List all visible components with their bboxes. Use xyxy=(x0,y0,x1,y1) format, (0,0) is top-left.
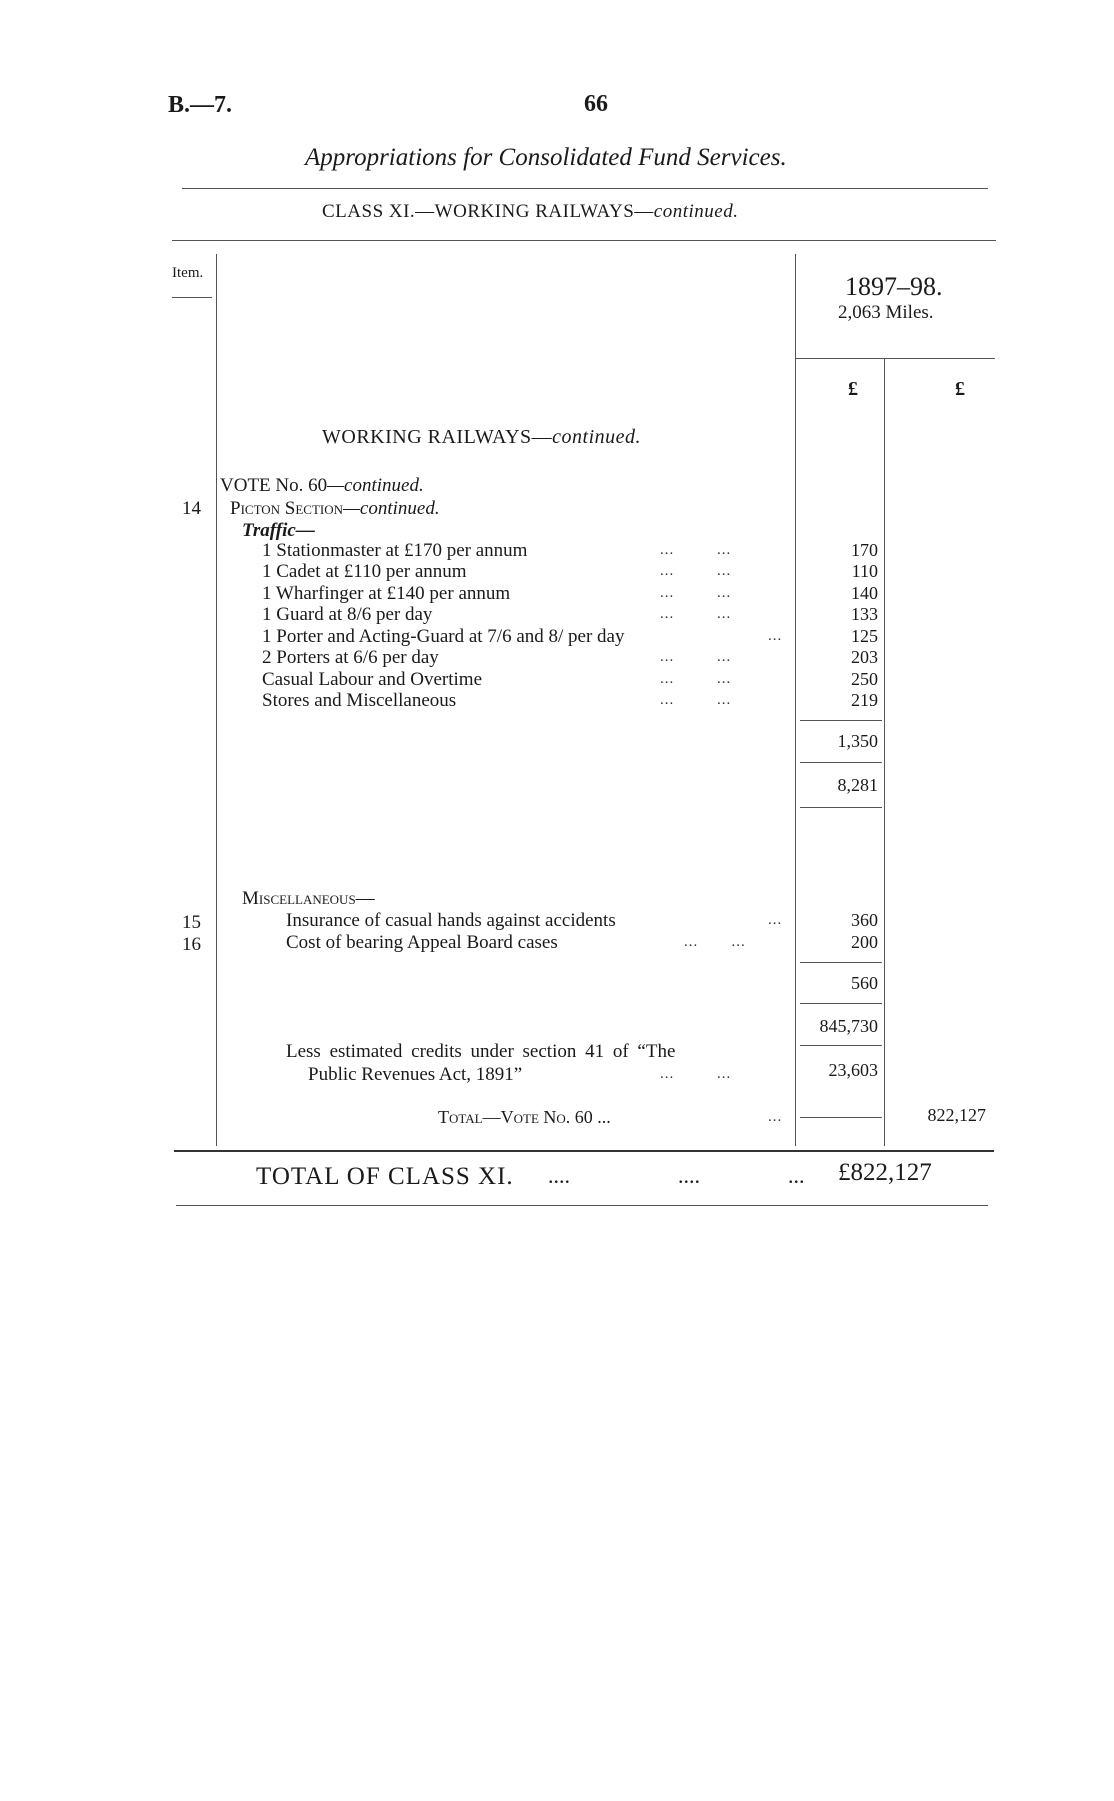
credits-amount: 23,603 xyxy=(828,1060,878,1080)
leader-dots: ... ... xyxy=(660,542,732,558)
leader-dots: ... xyxy=(768,1109,783,1125)
leader-dots: ... ... xyxy=(660,1066,732,1082)
rule-under-class xyxy=(172,240,996,241)
traffic-row-amount: 170 xyxy=(851,540,878,560)
traffic-row-amount: 125 xyxy=(851,626,878,646)
picton-label: Picton Section xyxy=(230,498,344,519)
pound-sign-col2: £ xyxy=(955,378,965,400)
picton-heading xyxy=(230,498,440,520)
leader-dots: ... xyxy=(768,628,783,644)
section-total: 8,281 xyxy=(837,775,878,795)
traffic-row-amount: 140 xyxy=(851,583,878,603)
traffic-row-label: 1 Wharfinger at £140 per annum xyxy=(262,583,511,604)
traffic-row-label: Casual Labour and Overtime xyxy=(262,669,483,690)
leader-dots: ... ... xyxy=(660,585,732,601)
credits-line-2: Public Revenues Act, 1891” xyxy=(308,1064,523,1085)
vote-total-rule xyxy=(800,1117,882,1118)
rule-above-class-total xyxy=(174,1150,994,1152)
misc-row-amount: 360 xyxy=(851,910,878,930)
leader-dots: ... ... xyxy=(660,692,732,708)
subtotal-rule xyxy=(800,1003,882,1004)
section-title xyxy=(322,426,641,449)
traffic-subtotal: 1,350 xyxy=(837,731,878,751)
class-total-dots-c: ... xyxy=(788,1163,805,1188)
misc-heading: Miscellaneous— xyxy=(242,888,375,909)
misc-item-number: 15 xyxy=(182,912,201,933)
year-column-header: 1897–98. xyxy=(845,272,943,301)
rule-below-class-total xyxy=(176,1205,988,1206)
page-title: Appropriations for Consolidated Fund Services. xyxy=(305,144,787,171)
vote-cont: —continued. xyxy=(327,475,424,496)
rule-under-title xyxy=(182,188,988,189)
section-title-cont: continued. xyxy=(552,426,642,448)
traffic-row-amount: 203 xyxy=(851,647,878,667)
document-ref: B.—7. xyxy=(168,92,233,118)
vote-total-text: Total—Vote No. 60 xyxy=(438,1107,593,1127)
traffic-row-amount: 110 xyxy=(851,561,878,581)
leader-dots: ... ... xyxy=(660,606,732,622)
pound-sign-col1: £ xyxy=(848,378,858,400)
vote-label: VOTE No. 60 xyxy=(220,475,328,496)
gross-total-rule xyxy=(800,1045,882,1046)
vote-total-dots: ... xyxy=(597,1107,611,1127)
picton-cont: —continued. xyxy=(343,498,440,519)
leader-dots: ... ... xyxy=(660,649,732,665)
year-header-rule xyxy=(795,358,995,359)
miles-column-header: 2,063 Miles. xyxy=(838,302,934,323)
section-total-rule xyxy=(800,807,882,808)
subtotal-rule xyxy=(800,962,882,963)
misc-item-number: 16 xyxy=(182,934,201,955)
misc-row-label: Cost of bearing Appeal Board cases xyxy=(286,932,558,953)
traffic-row-amount: 133 xyxy=(851,604,878,624)
leader-dots: ... xyxy=(768,912,783,928)
leader-dots: ... ... xyxy=(660,563,732,579)
gross-total: 845,730 xyxy=(819,1016,878,1036)
subtotal-rule xyxy=(800,762,882,763)
misc-subtotal: 560 xyxy=(851,973,878,993)
class-heading-text: CLASS XI.—WORKING RAILWAYS— xyxy=(322,201,654,222)
item-column-rule xyxy=(216,254,217,1146)
traffic-row-amount: 219 xyxy=(851,690,878,710)
item-header-rule xyxy=(172,297,212,298)
class-total-amount: £822,127 xyxy=(838,1159,932,1186)
misc-row-amount: 200 xyxy=(851,932,878,952)
amount-column-rule-left xyxy=(795,254,796,1146)
traffic-row-label: 1 Guard at 8/6 per day xyxy=(262,604,433,625)
section-title-text: WORKING RAILWAYS— xyxy=(322,426,553,448)
vote-heading xyxy=(220,475,424,497)
misc-row-label: Insurance of casual hands against accidents xyxy=(286,910,616,931)
class-total-label: TOTAL OF CLASS XI. xyxy=(256,1163,514,1190)
vote-total-amount: 822,127 xyxy=(927,1105,986,1125)
item-column-header: Item. xyxy=(172,265,204,281)
credits-line-1: Less estimated credits under section 41 of “The xyxy=(286,1041,676,1062)
class-total-dots-a: .... xyxy=(548,1163,570,1188)
traffic-row-label: 1 Cadet at £110 per annum xyxy=(262,561,467,582)
page-number: 66 xyxy=(584,91,608,117)
class-heading xyxy=(322,201,738,223)
traffic-row-label: 1 Porter and Acting-Guard at 7/6 and 8/ per day xyxy=(262,626,625,647)
class-total-dots-b: .... xyxy=(678,1163,700,1188)
leader-dots: ... ... xyxy=(684,934,746,950)
traffic-row-amount: 250 xyxy=(851,669,878,689)
vote-total-label xyxy=(438,1107,611,1128)
traffic-row-label: Stores and Miscellaneous xyxy=(262,690,457,711)
traffic-row-label: 2 Porters at 6/6 per day xyxy=(262,647,439,668)
picton-item-number: 14 xyxy=(182,498,201,519)
traffic-heading: Traffic— xyxy=(242,520,315,541)
subtotal-rule xyxy=(800,720,882,721)
amount-column-rule-mid xyxy=(884,358,885,1146)
traffic-row-label: 1 Stationmaster at £170 per annum xyxy=(262,540,528,561)
class-heading-cont: continued. xyxy=(653,201,739,222)
leader-dots: ... ... xyxy=(660,671,732,687)
